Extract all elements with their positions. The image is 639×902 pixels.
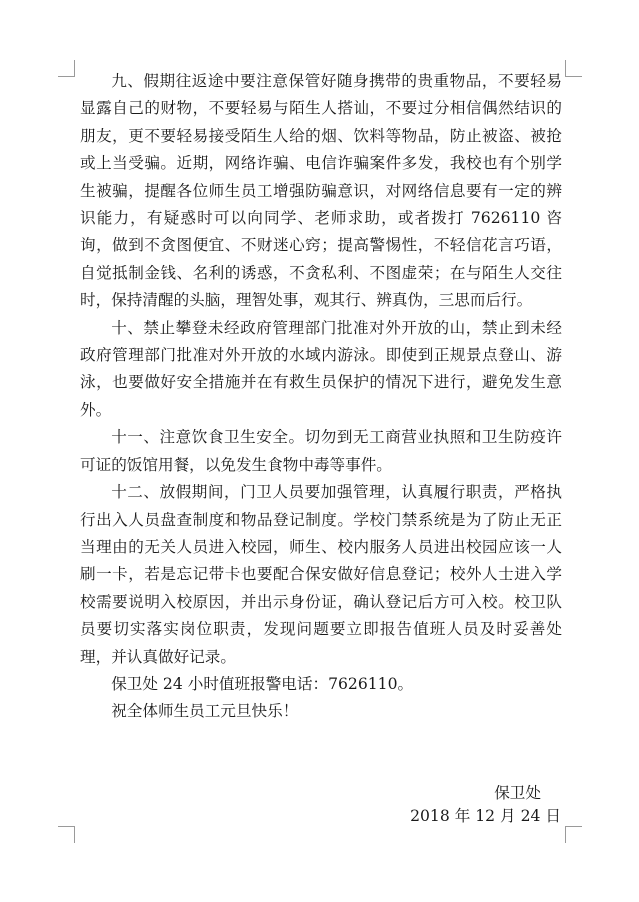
crop-mark-bottom-left (58, 826, 75, 843)
crop-mark-top-left (58, 60, 75, 77)
paragraph-9-travel-safety: 九、假期往返途中要注意保管好随身携带的贵重物品，不要轻易显露自己的财物，不要轻易与陌生人搭讪，不要过分相信偶然结识的朋友，更不要轻易接受陌生人给的烟、饮料等物品，防止被盗、被抢或上当受骗。近期，网络诈骗、电信诈骗案件多发，我校也有个别学生被骗，提醒各位师生员工增强防骗意识，对网络信息要有一定的辨识能力，有疑惑时可以向同学、老师求助，或者拨打 7626110 咨询，做到不贪图便宜、不财迷心窍；提高警惕性，不轻信花言巧语，自觉抵制金钱、名利的诱惑，不贪私利、不图虚荣；在与陌生人交往时，保持清醒的头脑，理智处事，观其行、辨真伪，三思而后行。 (80, 72, 562, 310)
paragraph-12-gate-management: 十二、放假期间，门卫人员要加强管理，认真履行职责，严格执行出入人员盘查制度和物品登记制度。学校门禁系统是为了防止无正当理由的无关人员进入校园，师生、校内服务人员进出校园应该一人刷一卡，若是忘记带卡也要配合保安做好信息登记；校外人士进入学校需要说明入校原因，并出示身份证，确认登记后方可入校。校卫队员要切实落实岗位职责，发现问题要立即报告值班人员及时妥善处理，并认真做好记录。 (80, 483, 562, 666)
signature-date: 2018 年 12 月 24 日 (410, 807, 561, 825)
signature-organization: 保卫处 (494, 784, 541, 802)
paragraph-10-mountain-water-safety: 十、禁止攀登未经政府管理部门批准对外开放的山，禁止到未经政府管理部门批准对外开放的水域内游泳。即使到正规景点登山、游泳，也要做好安全措施并在有救生员保护的情况下进行，避免发生意外。 (80, 318, 562, 419)
paragraph-greeting: 祝全体师生员工元旦快乐！ (111, 702, 299, 721)
crop-mark-top-right (565, 60, 582, 77)
crop-mark-bottom-right (565, 826, 582, 843)
document-body (80, 68, 562, 726)
paragraph-hotline: 保卫处 24 小时值班报警电话：7626110。 (111, 674, 414, 693)
paragraph-11-food-safety: 十一、注意饮食卫生安全。切勿到无工商营业执照和卫生防疫许可证的饭馆用餐，以免发生食物中毒等事件。 (80, 428, 562, 474)
